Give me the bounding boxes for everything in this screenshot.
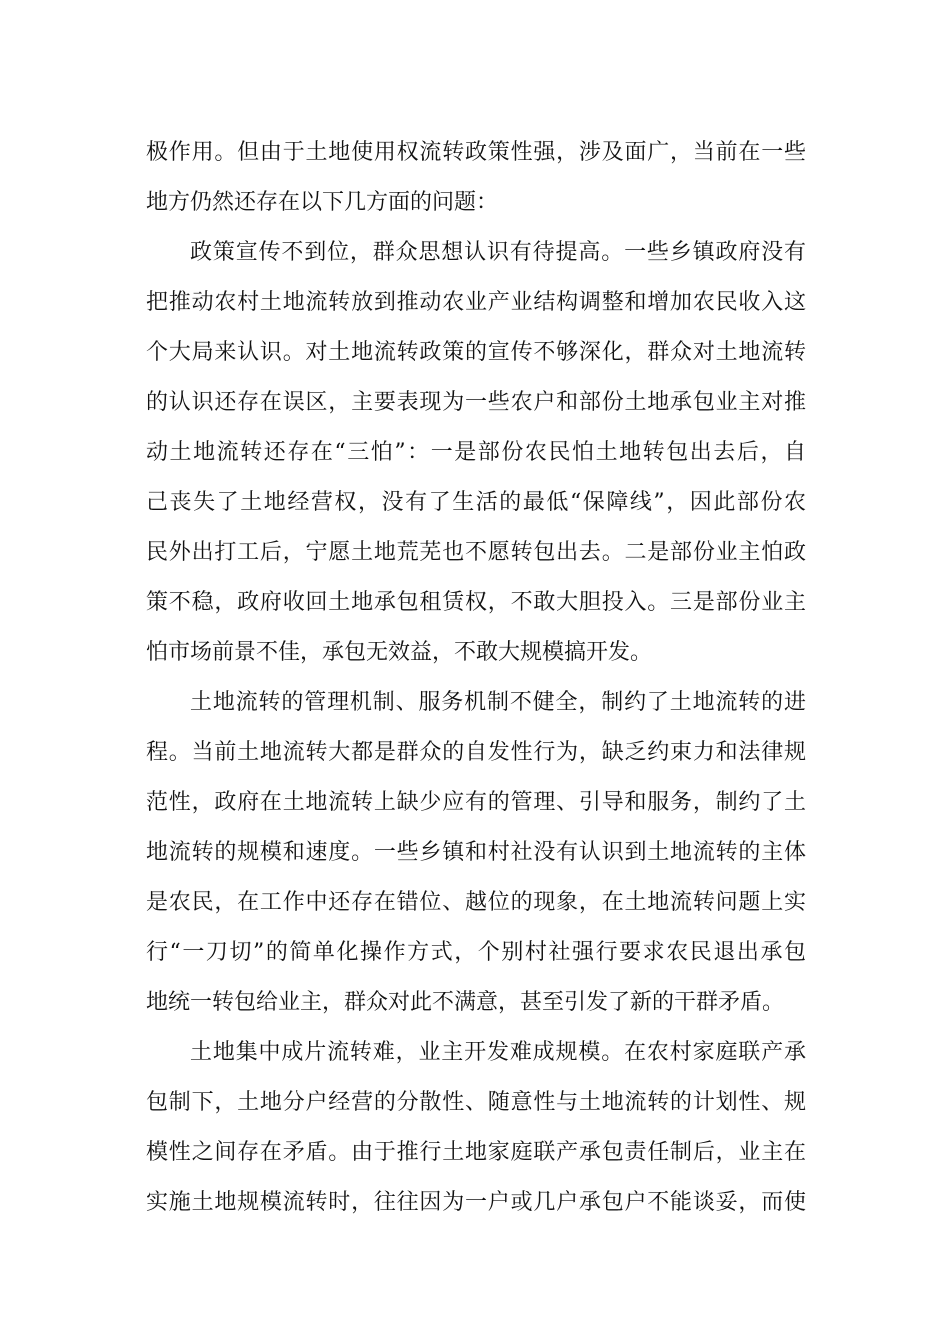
- text-line: 动土地流转还存在“三怕”：一是部份农民怕土地转包出去后，自: [146, 440, 806, 465]
- text-line: 己丧失了土地经营权，没有了生活的最低“保障线”，因此部份农: [146, 490, 806, 515]
- paragraph-first-line: 土地流转的管理机制、服务机制不健全，制约了土地流转的进: [190, 690, 806, 715]
- text-line: 模性之间存在矛盾。由于推行土地家庭联产承包责任制后，业主在: [146, 1140, 806, 1165]
- text-line: 地流转的规模和速度。一些乡镇和村社没有认识到土地流转的主体: [146, 840, 806, 865]
- body-text: [146, 128, 806, 1228]
- text-line: 地方仍然还存在以下几方面的问题：: [146, 190, 499, 215]
- text-line: 行“一刀切”的简单化操作方式，个别村社强行要求农民退出承包: [146, 940, 806, 965]
- text-line: 怕市场前景不佳，承包无效益，不敢大规模搞开发。: [146, 640, 653, 665]
- text-line: 把推动农村土地流转放到推动农业产业结构调整和增加农民收入这: [146, 290, 806, 315]
- text-line: 极作用。但由于土地使用权流转政策性强，涉及面广，当前在一些: [146, 140, 806, 165]
- text-line: 程。当前土地流转大都是群众的自发性行为，缺乏约束力和法律规: [146, 740, 806, 765]
- text-line: 个大局来认识。对土地流转政策的宣传不够深化，群众对土地流转: [146, 340, 806, 365]
- text-line: 是农民，在工作中还存在错位、越位的现象，在土地流转问题上实: [146, 890, 806, 915]
- text-line: 包制下，土地分户经营的分散性、随意性与土地流转的计划性、规: [146, 1090, 806, 1115]
- text-line: 地统一转包给业主，群众对此不满意，甚至引发了新的干群矛盾。: [146, 990, 785, 1015]
- paragraph-first-line: 政策宣传不到位，群众思想认识有待提高。一些乡镇政府没有: [190, 240, 806, 265]
- text-line: 实施土地规模流转时，往往因为一户或几户承包户不能谈妥，而使: [146, 1190, 806, 1215]
- paragraph-first-line: 土地集中成片流转难，业主开发难成规模。在农村家庭联产承: [190, 1040, 806, 1065]
- text-line: 民外出打工后，宁愿土地荒芜也不愿转包出去。二是部份业主怕政: [146, 540, 806, 565]
- text-line: 的认识还存在误区，主要表现为一些农户和部份土地承包业主对推: [146, 390, 806, 415]
- text-line: 范性，政府在土地流转上缺少应有的管理、引导和服务，制约了土: [146, 790, 806, 815]
- text-line: 策不稳，政府收回土地承包租赁权，不敢大胆投入。三是部份业主: [146, 590, 806, 615]
